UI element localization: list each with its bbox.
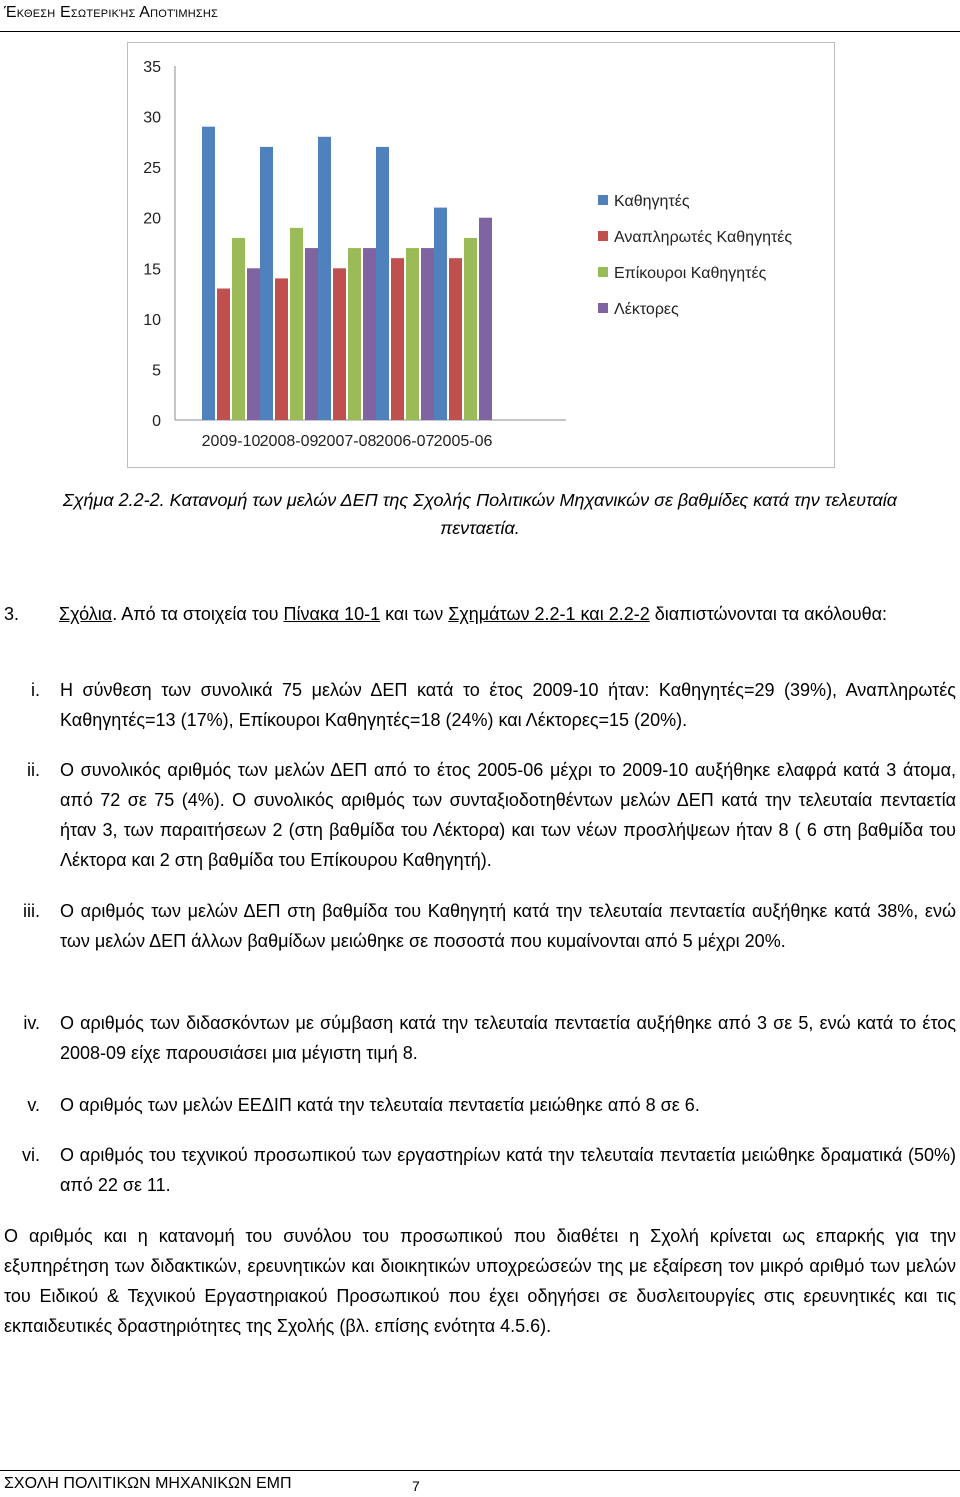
x-tick-label: 2007-08 xyxy=(317,433,377,450)
bar xyxy=(333,268,346,420)
bar-chart xyxy=(128,43,836,469)
item-number-i: i. xyxy=(31,680,40,700)
x-tick-label: 2008-09 xyxy=(259,433,319,450)
bar xyxy=(217,289,230,420)
bar xyxy=(391,258,404,420)
bar xyxy=(275,278,288,420)
item-number-iv: iv. xyxy=(23,1013,40,1033)
bar xyxy=(348,248,361,420)
legend-swatch xyxy=(598,231,608,241)
chart-frame xyxy=(127,42,835,468)
y-tick-label: 25 xyxy=(143,160,161,178)
page-header: Έκθεση Εσωτερικής Αποτίμησης xyxy=(4,4,219,21)
bar xyxy=(421,248,434,420)
y-tick-label: 30 xyxy=(143,109,161,127)
section-label: Σχόλια xyxy=(59,604,113,624)
bar xyxy=(376,147,389,420)
list-item-ii: Ο συνολικός αριθμός των μελών ΔΕΠ από το έτος 2005-06 μέχρι το 2009-10 αυξήθηκε ελαφρά κατά 3 άτομα, από 72 σε 75 (4%). Ο συνολικός αριθμός των συνταξιοδοτηθέντων μελών ΔΕΠ κατά την τελευταία πενταετία ήταν 3, των παραιτήσεων 2 (στη βαθμίδα του Λέκτορα) και των νέων προσλήψεων ήταν 8 ( 6 στη βαθμίδα του Λέκτορα και 2 στη βαθμίδα του Επίκουρου Καθηγητή). xyxy=(60,760,956,870)
figure-caption-line2: πενταετία. xyxy=(440,518,520,538)
legend-label: Καθηγητές xyxy=(614,193,690,210)
bar xyxy=(232,238,245,420)
bar xyxy=(479,218,492,420)
legend-swatch xyxy=(598,195,608,205)
y-tick-label: 5 xyxy=(152,362,161,380)
x-tick-label: 2005-06 xyxy=(433,433,493,450)
bar xyxy=(318,137,331,420)
bar xyxy=(247,268,260,420)
closing-paragraph: Ο αριθμός και η κατανομή του συνόλου του προσωπικού που διαθέτει η Σχολή κρίνεται ως επαρκής για την εξυπηρέτηση των διδακτικών, ερευνητικών και διοικητικών υποχρεώσεών της με εξαίρεση τον μικρό αριθμό των μελών του Ειδικού & Τεχνικού Εργαστηριακού Προσωπικού που έχει οδηγήσει σε δυσλειτουργίες στις ερευνητικές και τις εκπαιδευτικές δραστηριότητες της Σχολής (βλ. επίσης ενότητα 4.5.6). xyxy=(4,1226,956,1336)
y-tick-label: 0 xyxy=(152,413,161,430)
legend-label: Αναπληρωτές Καθηγητές xyxy=(614,229,793,246)
legend-swatch xyxy=(598,303,608,313)
header-rule xyxy=(0,31,960,32)
legend-label: Επίκουροι Καθηγητές xyxy=(614,265,767,282)
legend-swatch xyxy=(598,267,608,277)
y-tick-label: 35 xyxy=(143,59,161,76)
bar xyxy=(406,248,419,420)
item-number-v: v. xyxy=(27,1095,40,1115)
bar xyxy=(202,127,215,420)
section-text-b: και των xyxy=(380,604,449,624)
y-tick-label: 20 xyxy=(143,210,161,228)
item-number-vi: vi. xyxy=(22,1145,40,1165)
section-text-c: διαπιστώνονται τα ακόλουθα: xyxy=(649,604,887,624)
y-tick-label: 10 xyxy=(143,311,161,329)
list-item-iii: Ο αριθμός των μελών ΔΕΠ στη βαθμίδα του Καθηγητή κατά την τελευταία πενταετία αυξήθηκε κατά 38%, ενώ των μελών ΔΕΠ άλλων βαθμίδων μειώθηκε σε ποσοστά που κυμαίνονται από 5 μέχρι 20%. xyxy=(60,901,956,951)
list-item-iv: Ο αριθμός των διδασκόντων με σύμβαση κατά την τελευταία πενταετία αυξήθηκε από 3 σε 5, ενώ κατά το έτος 2008-09 είχε παρουσιάσει μια μέγιστη τιμή 8. xyxy=(60,1013,956,1063)
section-3 xyxy=(4,599,956,629)
page-number: 7 xyxy=(412,1478,420,1494)
link-figures-2-2[interactable]: Σχημάτων 2.2-1 και 2.2-2 xyxy=(448,604,650,624)
bar xyxy=(434,208,447,420)
section-number: 3. xyxy=(4,604,20,624)
figure-caption-line1: Σχήμα 2.2-2. Κατανομή των μελών ΔΕΠ της Σχολής Πολιτικών Μηχανικών σε βαθμίδες κατά την τελευταία xyxy=(62,490,898,510)
list-item-v: Ο αριθμός των μελών ΕΕΔΙΠ κατά την τελευταία πενταετία μειώθηκε από 8 σε 6. xyxy=(60,1095,700,1115)
list-item-i: Η σύνθεση των συνολικά 75 μελών ΔΕΠ κατά το έτος 2009-10 ήταν: Καθηγητές=29 (39%), Αναπληρωτές Καθηγητές=13 (17%), Επίκουροι Καθηγητές=18 (24%) και Λέκτορες=15 (20%). xyxy=(60,680,956,730)
link-table-10-1[interactable]: Πίνακα 10-1 xyxy=(283,604,381,624)
bar xyxy=(305,248,318,420)
bar xyxy=(363,248,376,420)
legend-label: Λέκτορες xyxy=(614,301,679,318)
x-tick-label: 2009-10 xyxy=(201,433,261,450)
list-item-vi: Ο αριθμός του τεχνικού προσωπικού των εργαστηρίων κατά την τελευταία πενταετία μειώθηκε δραματικά (50%) από 22 σε 11. xyxy=(60,1145,956,1195)
bar xyxy=(290,228,303,420)
y-tick-label: 15 xyxy=(143,261,161,279)
footer-rule xyxy=(0,1470,960,1471)
x-tick-label: 2006-07 xyxy=(375,433,435,450)
item-number-iii: iii. xyxy=(23,901,40,921)
bar xyxy=(260,147,273,420)
bar xyxy=(464,238,477,420)
footer-school: ΣΧΟΛΗ ΠΟΛΙΤΙΚΩΝ ΜΗΧΑΝΙΚΩΝ ΕΜΠ xyxy=(4,1475,292,1492)
bar xyxy=(449,258,462,420)
section-text-a: . Από τα στοιχεία του xyxy=(112,604,284,624)
item-number-ii: ii. xyxy=(27,760,40,780)
